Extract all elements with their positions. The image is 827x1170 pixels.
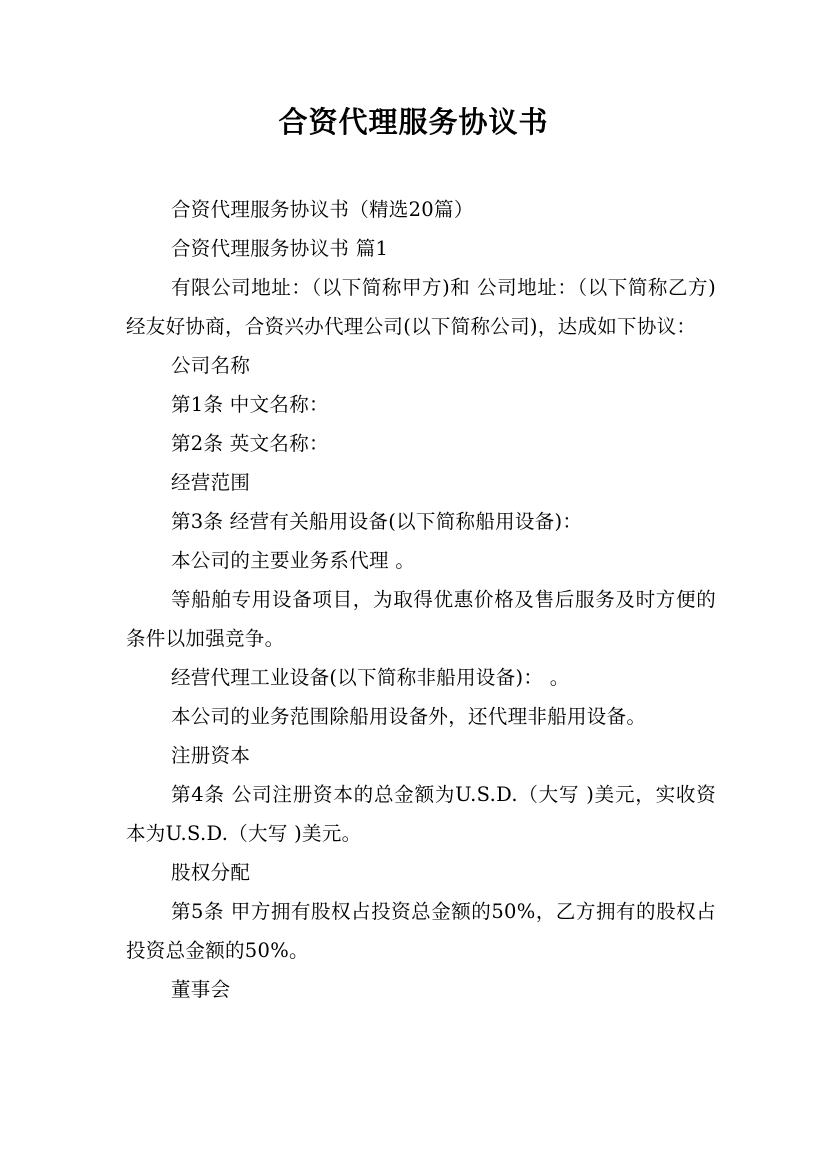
paragraph-collection-heading: 合资代理服务协议书（精选20篇） [171, 198, 474, 221]
paragraph-board-heading: 董事会 [171, 978, 231, 1001]
paragraph-company-name-heading: 公司名称 [171, 354, 251, 377]
paragraph-industrial-equipment: 经营代理工业设备(以下简称非船用设备)： 。 [171, 666, 570, 689]
paragraph-article-5: 第5条 甲方拥有股权占投资总金额的50%，乙方拥有的股权占投资总金额的50%。 [126, 900, 716, 962]
document-body [126, 190, 716, 1009]
paragraph-article-1: 第1条 中文名称： [171, 393, 329, 416]
paragraph-equity-heading: 股权分配 [171, 861, 251, 884]
paragraph-registered-capital-heading: 注册资本 [171, 744, 251, 767]
paragraph-article-4: 第4条 公司注册资本的总金额为U.S.D.（大写 )美元，实收资本为U.S.D.（大写 )美元。 [126, 783, 716, 845]
paragraph-preamble: 有限公司地址：（以下简称甲方)和 公司地址：（以下简称乙方)经友好协商，合资兴办代理公司(以下简称公司)，达成如下协议： [126, 276, 716, 338]
paragraph-article-3: 第3条 经营有关船用设备(以下简称船用设备)： [171, 510, 583, 533]
paragraph-marine-equipment: 等船舶专用设备项目，为取得优惠价格及售后服务及时方便的条件以加强竞争。 [126, 588, 716, 650]
document-title: 合资代理服务协议书 [278, 105, 549, 139]
paragraph-section-heading: 合资代理服务协议书 篇1 [171, 237, 389, 260]
paragraph-article-2: 第2条 英文名称： [171, 432, 329, 455]
paragraph-main-business: 本公司的主要业务系代理 。 [171, 549, 416, 572]
paragraph-business-range: 本公司的业务范围除船用设备外，还代理非船用设备。 [171, 705, 647, 728]
paragraph-business-scope-heading: 经营范围 [171, 471, 251, 494]
